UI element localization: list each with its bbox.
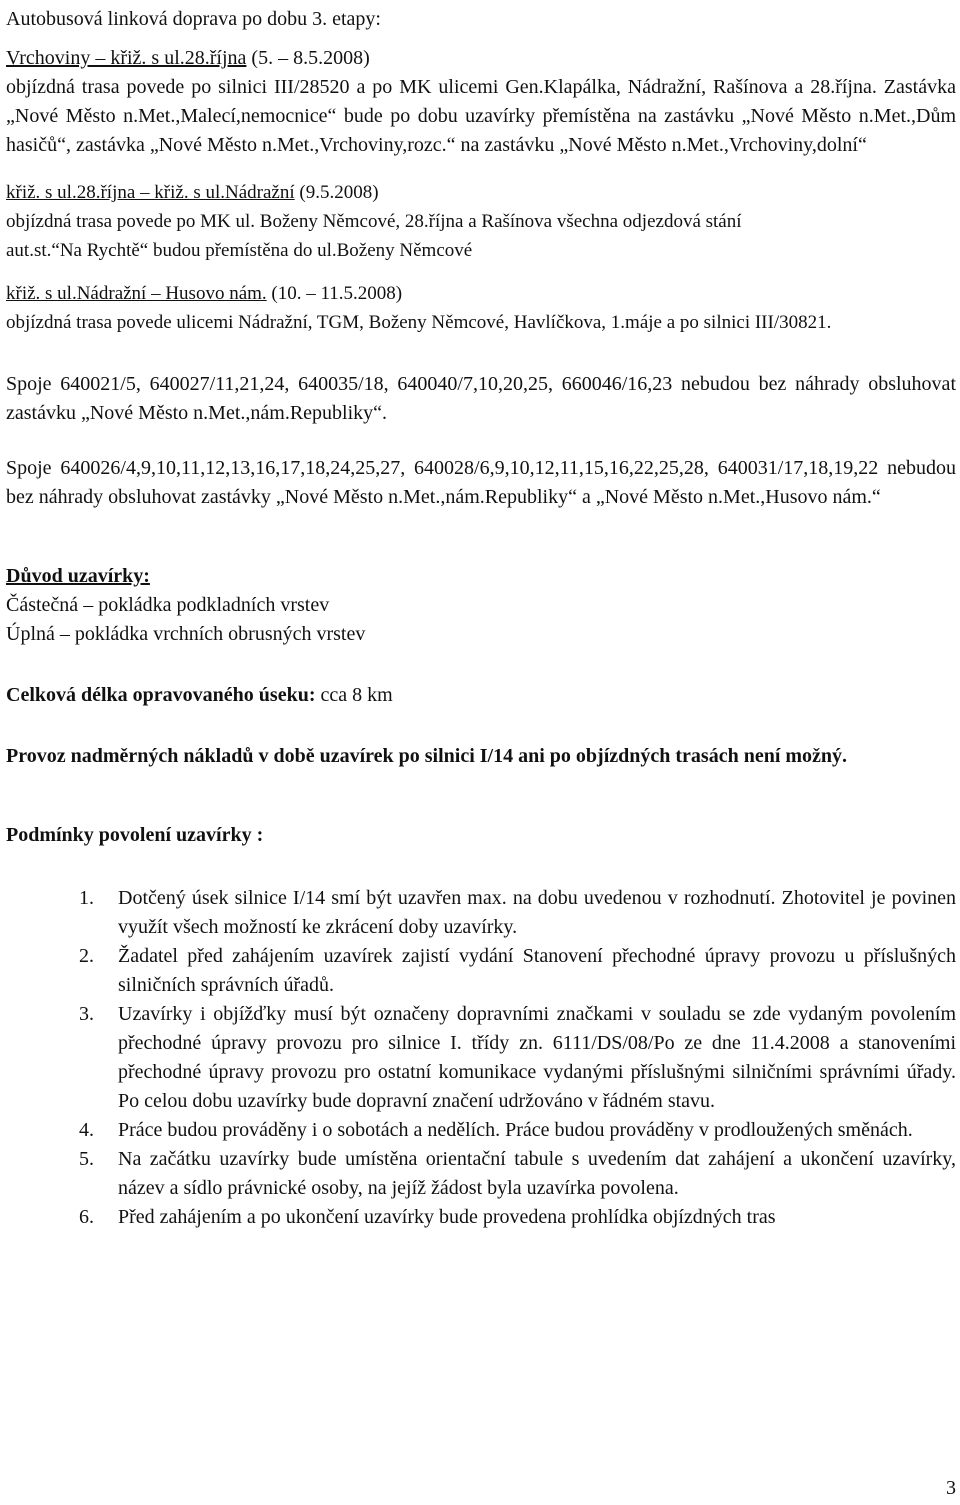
oversize-notice: Provoz nadměrných nákladů v době uzavírek po silnici I/14 ani po objízdných trasách není možný. — [6, 745, 848, 767]
route-heading: Vrchoviny – křiž. s ul.28.října — [6, 47, 247, 69]
length-label: Celková délka opravovaného úseku: — [6, 684, 316, 706]
condition-item — [6, 1203, 956, 1232]
connections-paragraph-1: Spoje 640021/5, 640027/11,21,24, 640035/18, 640040/7,10,20,25, 660046/16,23 nebudou bez náhrady obsluhovat zastávku „Nové Město n.Met.,nám.Republiky“. — [6, 373, 956, 424]
route-section-3 — [6, 279, 956, 337]
condition-number: 4. — [79, 1119, 94, 1141]
condition-number: 5. — [79, 1148, 94, 1170]
route-dates: (5. – 8.5.2008) — [246, 47, 370, 69]
condition-text: Uzavírky i objížďky musí být označeny dopravními značkami v souladu se zde vydaným povolením přechodné úpravy provozu pro silnice I. třídy zn. 6111/DS/08/Po ze dne 11.4.2008 a stanoveními přechodné úpravy provozu pro ostatní komunikace vydanými příslušnými silničními správními úřady. Po celou dobu uzavírky bude dopravní značení udržováno v řádném stavu. — [118, 1003, 956, 1112]
section-title: Autobusová linková doprava po dobu 3. etapy: — [6, 8, 381, 30]
document-page — [6, 5, 956, 1232]
route-section-2 — [6, 178, 956, 265]
condition-text: Před zahájením a po ukončení uzavírky bude provedena prohlídka objízdných tras — [118, 1206, 776, 1228]
reason-line-full: Úplná – pokládka vrchních obrusných vrstev — [6, 623, 366, 645]
conditions-heading: Podmínky povolení uzavírky : — [6, 824, 264, 846]
route-dates: (9.5.2008) — [294, 182, 379, 203]
condition-text: Žadatel před zahájením uzavírek zajistí vydání Stanovení přechodné úpravy provozu u příslušných silničních správních úřadů. — [118, 945, 956, 996]
route-heading: křiž. s ul.Nádražní – Husovo nám. — [6, 283, 267, 304]
condition-number: 6. — [79, 1206, 94, 1228]
condition-text: Dotčený úsek silnice I/14 smí být uzavřen max. na dobu uvedenou v rozhodnutí. Zhotovitel je povinen využít všech možností ke zkrácení doby uzavírky. — [118, 887, 956, 938]
condition-item — [6, 1145, 956, 1203]
page-number: 3 — [946, 1477, 956, 1499]
route-text: objízdná trasa povede po silnici III/28520 a po MK ulicemi Gen.Klapálka, Nádražní, Rašínova a 28.října. Zastávka „Nové Město n.Met.,Malecí,nemocnice“ bude po dobu uzavírky přemístěna na zastávku „Nové Město n.Met.,Dům hasičů“, zastávka „Nové Město n.Met.,Vrchoviny,rozc.“ na zastávku „Nové Město n.Met.,Vrchoviny,dolní“ — [6, 76, 956, 156]
condition-item — [6, 1000, 956, 1116]
condition-text: Práce budou prováděny i o sobotách a nedělích. Práce budou prováděny v prodloužených směnách. — [118, 1119, 913, 1141]
condition-number: 2. — [79, 945, 94, 967]
condition-number: 1. — [79, 887, 94, 909]
route-text: objízdná trasa povede ulicemi Nádražní, TGM, Boženy Němcové, Havlíčkova, 1.máje a po silnici III/30821. — [6, 312, 832, 333]
route-section-1 — [6, 44, 956, 160]
route-text: objízdná trasa povede po MK ul. Boženy Němcové, 28.října a Rašínova všechna odjezdová stání aut.st.“Na Rychtě“ budou přemístěna do ul.Boženy Němcové — [6, 211, 742, 261]
condition-text: Na začátku uzavírky bude umístěna orientační tabule s uvedením dat zahájení a ukončení uzavírky, název a sídlo právnické osoby, na jejíž žádost byla uzavírka povolena. — [118, 1148, 956, 1199]
length-line — [6, 681, 956, 710]
connections-paragraph-2: Spoje 640026/4,9,10,11,12,13,16,17,18,24,25,27, 640028/6,9,10,12,11,15,16,22,25,28, 640031/17,18,19,22 nebudou bez náhrady obsluhovat zastávky „Nové Město n.Met.,nám.Republiky“ a „Nové Město n.Met.,Husovo nám.“ — [6, 457, 956, 508]
route-heading: křiž. s ul.28.října – křiž. s ul.Nádražní — [6, 182, 295, 203]
route-dates: (10. – 11.5.2008) — [266, 283, 403, 304]
reason-heading: Důvod uzavírky: — [6, 565, 150, 587]
condition-item — [6, 1116, 956, 1145]
condition-number: 3. — [79, 1003, 94, 1025]
reason-line-partial: Částečná – pokládka podkladních vrstev — [6, 594, 330, 616]
condition-item — [6, 884, 956, 942]
conditions-list — [6, 884, 956, 1232]
length-value: cca 8 km — [315, 684, 393, 706]
condition-item — [6, 942, 956, 1000]
